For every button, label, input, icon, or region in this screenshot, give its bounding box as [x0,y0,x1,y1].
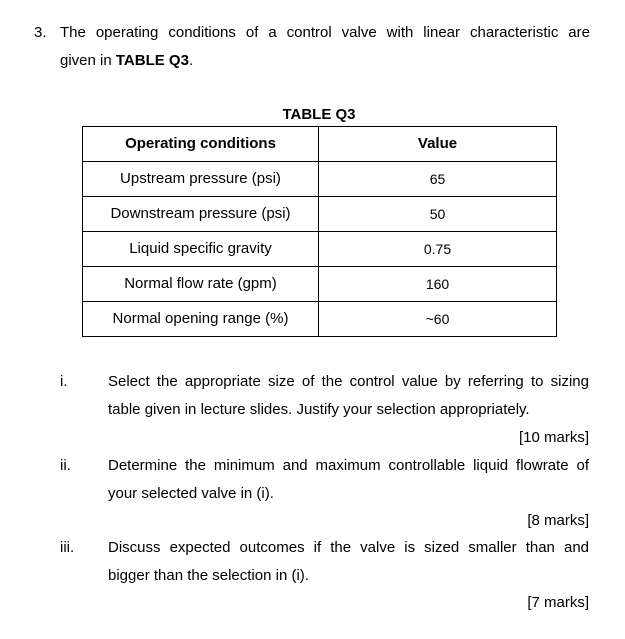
condition-cell: Normal opening range (%) [83,302,319,337]
subquestion-line: Discuss expected outcomes if the valve is sized smaller than and [108,539,589,556]
marks-iii: [7 marks] [527,594,589,611]
subquestion-text-iii [108,539,589,585]
value-cell: 50 [319,197,557,232]
table-title: TABLE Q3 [282,106,356,123]
subquestion-text-i [108,373,589,419]
subquestion-line: bigger than the selection in (i). [108,567,309,584]
table-row [83,302,557,337]
table-reference: TABLE Q3 [115,52,189,69]
subquestion-line: Select the appropriate size of the control value by referring to sizing [108,373,589,390]
header-operating-conditions: Operating conditions [83,127,319,162]
value-cell: 160 [319,267,557,302]
subquestion-numeral-ii: ii. [60,457,71,474]
condition-cell: Liquid specific gravity [83,232,319,267]
value-cell: 0.75 [319,232,557,267]
condition-cell: Normal flow rate (gpm) [83,267,319,302]
question-text-prefix: given in [60,52,116,69]
subquestion-numeral-iii: iii. [60,539,75,556]
table-row [83,267,557,302]
value-cell: ~60 [319,302,557,337]
subquestion-line: table given in lecture slides. Justify your selection appropriately. [108,401,530,418]
question-number: 3. [34,24,47,41]
question-text-suffix: . [188,52,194,69]
subquestion-numeral-i: i. [60,373,68,390]
value-cell: 65 [319,162,557,197]
subquestion-line: your selected valve in (i). [108,485,274,502]
table-row [83,232,557,267]
question-text-line-2 [60,52,193,70]
header-value: Value [319,127,557,162]
subquestion-text-ii [108,457,589,503]
table-row [83,197,557,232]
table-header-row [83,127,557,162]
table-row [83,162,557,197]
marks-ii: [8 marks] [527,512,589,529]
condition-cell: Upstream pressure (psi) [83,162,319,197]
operating-conditions-table [82,126,557,337]
subquestion-line: Determine the minimum and maximum controllable liquid flowrate of [108,457,589,474]
question-text-line-1: The operating conditions of a control valve with linear characteristic are [60,24,590,41]
condition-cell: Downstream pressure (psi) [83,197,319,232]
marks-i: [10 marks] [518,429,589,446]
